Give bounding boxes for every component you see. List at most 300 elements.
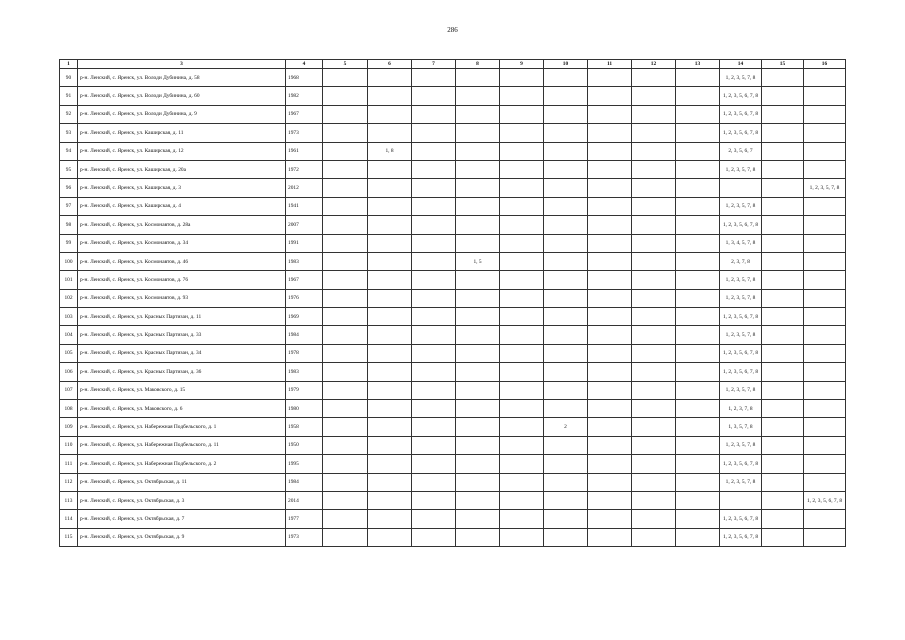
cell-col7 <box>412 252 456 270</box>
year-cell: 1978 <box>286 344 323 362</box>
cell-col9 <box>500 69 544 87</box>
cell-col16 <box>804 216 846 234</box>
table-row <box>60 473 846 491</box>
cell-col12 <box>632 289 676 307</box>
cell-col10 <box>544 197 588 215</box>
cell-col12 <box>632 105 676 123</box>
cell-col8 <box>456 308 500 326</box>
cell-col6 <box>368 400 412 418</box>
cell-col15 <box>762 87 804 105</box>
table-row <box>60 455 846 473</box>
column-header: 3 <box>78 60 286 69</box>
address-cell: р-н. Ленский, с. Яренск, ул. Маковского, д. 6 <box>78 400 286 418</box>
cell-col5 <box>323 344 368 362</box>
cell-col12 <box>632 510 676 528</box>
cell-col14: 1, 2, 3, 5, 6, 7, 8 <box>720 308 762 326</box>
year-cell: 1995 <box>286 455 323 473</box>
cell-col9 <box>500 216 544 234</box>
table-row <box>60 216 846 234</box>
cell-col13 <box>676 87 720 105</box>
cell-col10 <box>544 528 588 546</box>
address-cell: р-н. Ленский, с. Яренск, ул. Космонавтов, д. 93 <box>78 289 286 307</box>
cell-col7 <box>412 234 456 252</box>
cell-col6 <box>368 69 412 87</box>
cell-col6 <box>368 528 412 546</box>
address-cell: р-н. Ленский, с. Яренск, ул. Красных Партизан, д. 34 <box>78 344 286 362</box>
cell-col7 <box>412 400 456 418</box>
address-cell: р-н. Ленский, с. Яренск, ул. Космонавтов, д. 76 <box>78 271 286 289</box>
year-cell: 1950 <box>286 436 323 454</box>
cell-col16 <box>804 308 846 326</box>
cell-col11 <box>588 160 632 178</box>
row-number: 111 <box>60 455 78 473</box>
cell-col7 <box>412 160 456 178</box>
year-cell: 1976 <box>286 289 323 307</box>
cell-col9 <box>500 528 544 546</box>
cell-col15 <box>762 124 804 142</box>
cell-col14: 1, 2, 3, 5, 6, 7, 8 <box>720 216 762 234</box>
cell-col10 <box>544 142 588 160</box>
cell-col5 <box>323 124 368 142</box>
cell-col9 <box>500 160 544 178</box>
cell-col5 <box>323 160 368 178</box>
cell-col13 <box>676 400 720 418</box>
cell-col11 <box>588 510 632 528</box>
cell-col11 <box>588 289 632 307</box>
housing-registry-table <box>59 59 846 547</box>
cell-col11 <box>588 216 632 234</box>
row-number: 104 <box>60 326 78 344</box>
cell-col14: 1, 2, 3, 5, 6, 7, 8 <box>720 510 762 528</box>
cell-col6 <box>368 363 412 381</box>
cell-col13 <box>676 69 720 87</box>
cell-col8 <box>456 418 500 436</box>
cell-col7 <box>412 491 456 509</box>
cell-col7 <box>412 289 456 307</box>
cell-col15 <box>762 363 804 381</box>
cell-col12 <box>632 363 676 381</box>
cell-col6 <box>368 252 412 270</box>
cell-col8 <box>456 381 500 399</box>
cell-col10 <box>544 381 588 399</box>
cell-col9 <box>500 234 544 252</box>
cell-col12 <box>632 473 676 491</box>
cell-col10: 2 <box>544 418 588 436</box>
cell-col14: 1, 2, 3, 5, 7, 8 <box>720 271 762 289</box>
cell-col5 <box>323 87 368 105</box>
cell-col5 <box>323 289 368 307</box>
year-cell: 2007 <box>286 216 323 234</box>
cell-col15 <box>762 160 804 178</box>
cell-col7 <box>412 308 456 326</box>
cell-col14: 1, 2, 3, 5, 7, 8 <box>720 289 762 307</box>
cell-col10 <box>544 105 588 123</box>
cell-col12 <box>632 326 676 344</box>
row-number: 98 <box>60 216 78 234</box>
cell-col13 <box>676 160 720 178</box>
cell-col10 <box>544 87 588 105</box>
cell-col8 <box>456 455 500 473</box>
address-cell: р-н. Ленский, с. Яренск, ул. Космонавтов, д. 28а <box>78 216 286 234</box>
cell-col10 <box>544 289 588 307</box>
cell-col9 <box>500 87 544 105</box>
cell-col8 <box>456 528 500 546</box>
cell-col13 <box>676 105 720 123</box>
cell-col12 <box>632 234 676 252</box>
cell-col6 <box>368 344 412 362</box>
cell-col6 <box>368 234 412 252</box>
cell-col10 <box>544 400 588 418</box>
cell-col8 <box>456 197 500 215</box>
cell-col14: 1, 2, 3, 5, 6, 7, 8 <box>720 455 762 473</box>
cell-col16 <box>804 197 846 215</box>
table-row <box>60 124 846 142</box>
cell-col10 <box>544 252 588 270</box>
address-cell: р-н. Ленский, с. Яренск, ул. Володи Дубинина, д. 60 <box>78 87 286 105</box>
column-header: 15 <box>762 60 804 69</box>
cell-col10 <box>544 326 588 344</box>
row-number: 114 <box>60 510 78 528</box>
table-row <box>60 105 846 123</box>
table-row <box>60 142 846 160</box>
cell-col15 <box>762 436 804 454</box>
table-row <box>60 308 846 326</box>
cell-col9 <box>500 124 544 142</box>
row-number: 107 <box>60 381 78 399</box>
cell-col11 <box>588 455 632 473</box>
cell-col12 <box>632 179 676 197</box>
cell-col13 <box>676 344 720 362</box>
cell-col16 <box>804 160 846 178</box>
cell-col16: 1, 2, 3, 5, 7, 8 <box>804 179 846 197</box>
cell-col15 <box>762 308 804 326</box>
cell-col8 <box>456 289 500 307</box>
cell-col10 <box>544 473 588 491</box>
cell-col5 <box>323 381 368 399</box>
cell-col7 <box>412 473 456 491</box>
cell-col9 <box>500 455 544 473</box>
cell-col13 <box>676 308 720 326</box>
cell-col7 <box>412 69 456 87</box>
cell-col6 <box>368 308 412 326</box>
table-row <box>60 197 846 215</box>
cell-col10 <box>544 491 588 509</box>
cell-col6: 1, 8 <box>368 142 412 160</box>
cell-col12 <box>632 69 676 87</box>
cell-col9 <box>500 491 544 509</box>
year-cell: 1961 <box>286 142 323 160</box>
year-cell: 1991 <box>286 234 323 252</box>
cell-col16 <box>804 455 846 473</box>
cell-col14: 1, 2, 3, 5, 6, 7, 8 <box>720 105 762 123</box>
table-row <box>60 179 846 197</box>
header-row <box>60 60 846 69</box>
cell-col14 <box>720 491 762 509</box>
address-cell: р-н. Ленский, с. Яренск, ул. Октябрьская, д. 11 <box>78 473 286 491</box>
address-cell: р-н. Ленский, с. Яренск, ул. Володи Дубинина, д. 9 <box>78 105 286 123</box>
cell-col8 <box>456 216 500 234</box>
cell-col9 <box>500 510 544 528</box>
cell-col15 <box>762 289 804 307</box>
column-header: 6 <box>368 60 412 69</box>
table-row <box>60 418 846 436</box>
cell-col16 <box>804 473 846 491</box>
cell-col5 <box>323 455 368 473</box>
year-cell: 1983 <box>286 252 323 270</box>
cell-col14: 1, 3, 5, 7, 8 <box>720 418 762 436</box>
cell-col10 <box>544 160 588 178</box>
cell-col9 <box>500 271 544 289</box>
cell-col14: 2, 3, 7, 8 <box>720 252 762 270</box>
cell-col15 <box>762 252 804 270</box>
cell-col15 <box>762 216 804 234</box>
cell-col8 <box>456 510 500 528</box>
cell-col13 <box>676 124 720 142</box>
page-number: 286 <box>447 26 458 34</box>
cell-col6 <box>368 87 412 105</box>
cell-col9 <box>500 142 544 160</box>
year-cell: 1969 <box>286 308 323 326</box>
column-header: 1 <box>60 60 78 69</box>
year-cell: 1968 <box>286 69 323 87</box>
cell-col10 <box>544 69 588 87</box>
row-number: 105 <box>60 344 78 362</box>
cell-col13 <box>676 142 720 160</box>
cell-col6 <box>368 124 412 142</box>
cell-col11 <box>588 308 632 326</box>
year-cell: 1984 <box>286 326 323 344</box>
cell-col8 <box>456 105 500 123</box>
address-cell: р-н. Ленский, с. Яренск, ул. Каширская, д. 20а <box>78 160 286 178</box>
cell-col16 <box>804 528 846 546</box>
cell-col8 <box>456 271 500 289</box>
cell-col7 <box>412 271 456 289</box>
cell-col6 <box>368 418 412 436</box>
year-cell: 1982 <box>286 87 323 105</box>
year-cell: 1980 <box>286 400 323 418</box>
address-cell: р-н. Ленский, с. Яренск, ул. Набережная Подбельского, д. 1 <box>78 418 286 436</box>
cell-col14: 1, 3, 4, 5, 7, 8 <box>720 234 762 252</box>
cell-col15 <box>762 326 804 344</box>
cell-col8 <box>456 473 500 491</box>
cell-col13 <box>676 455 720 473</box>
cell-col6 <box>368 326 412 344</box>
cell-col12 <box>632 87 676 105</box>
column-header: 11 <box>588 60 632 69</box>
row-number: 99 <box>60 234 78 252</box>
cell-col7 <box>412 142 456 160</box>
cell-col14 <box>720 179 762 197</box>
year-cell: 1973 <box>286 528 323 546</box>
cell-col9 <box>500 473 544 491</box>
row-number: 108 <box>60 400 78 418</box>
cell-col6 <box>368 271 412 289</box>
cell-col14: 1, 2, 3, 5, 7, 8 <box>720 69 762 87</box>
cell-col16 <box>804 105 846 123</box>
cell-col15 <box>762 510 804 528</box>
cell-col5 <box>323 69 368 87</box>
column-header: 7 <box>412 60 456 69</box>
cell-col16 <box>804 234 846 252</box>
cell-col14: 1, 2, 3, 5, 6, 7, 8 <box>720 344 762 362</box>
column-header: 13 <box>676 60 720 69</box>
cell-col9 <box>500 363 544 381</box>
year-cell: 1941 <box>286 197 323 215</box>
cell-col9 <box>500 344 544 362</box>
cell-col7 <box>412 326 456 344</box>
year-cell: 1967 <box>286 271 323 289</box>
cell-col6 <box>368 491 412 509</box>
cell-col12 <box>632 252 676 270</box>
cell-col13 <box>676 197 720 215</box>
address-cell: р-н. Ленский, с. Яренск, ул. Набережная Подбельского, д. 11 <box>78 436 286 454</box>
column-header: 4 <box>286 60 323 69</box>
year-cell: 1983 <box>286 363 323 381</box>
table-row <box>60 436 846 454</box>
cell-col9 <box>500 418 544 436</box>
cell-col6 <box>368 105 412 123</box>
row-number: 95 <box>60 160 78 178</box>
row-number: 109 <box>60 418 78 436</box>
cell-col11 <box>588 271 632 289</box>
cell-col16 <box>804 252 846 270</box>
cell-col13 <box>676 491 720 509</box>
address-cell: р-н. Ленский, с. Яренск, ул. Каширская, д. 3 <box>78 179 286 197</box>
cell-col16 <box>804 436 846 454</box>
cell-col13 <box>676 179 720 197</box>
cell-col6 <box>368 381 412 399</box>
table-row <box>60 252 846 270</box>
cell-col15 <box>762 344 804 362</box>
table-row <box>60 344 846 362</box>
row-number: 91 <box>60 87 78 105</box>
cell-col15 <box>762 179 804 197</box>
cell-col5 <box>323 326 368 344</box>
cell-col13 <box>676 216 720 234</box>
table-row <box>60 160 846 178</box>
address-cell: р-н. Ленский, с. Яренск, ул. Космонавтов, д. 46 <box>78 252 286 270</box>
cell-col12 <box>632 381 676 399</box>
cell-col9 <box>500 308 544 326</box>
table-row <box>60 87 846 105</box>
address-cell: р-н. Ленский, с. Яренск, ул. Володи Дубинина, д. 58 <box>78 69 286 87</box>
cell-col7 <box>412 528 456 546</box>
year-cell: 1984 <box>286 473 323 491</box>
cell-col11 <box>588 179 632 197</box>
address-cell: р-н. Ленский, с. Яренск, ул. Маковского, д. 15 <box>78 381 286 399</box>
table-row <box>60 381 846 399</box>
address-cell: р-н. Ленский, с. Яренск, ул. Октябрьская, д. 7 <box>78 510 286 528</box>
cell-col5 <box>323 234 368 252</box>
cell-col14: 1, 2, 3, 5, 7, 8 <box>720 473 762 491</box>
row-number: 113 <box>60 491 78 509</box>
cell-col5 <box>323 271 368 289</box>
cell-col14: 1, 2, 3, 5, 7, 8 <box>720 197 762 215</box>
cell-col8 <box>456 124 500 142</box>
cell-col12 <box>632 436 676 454</box>
column-header: 5 <box>323 60 368 69</box>
table-row <box>60 69 846 87</box>
cell-col7 <box>412 510 456 528</box>
cell-col7 <box>412 344 456 362</box>
cell-col6 <box>368 197 412 215</box>
table-row <box>60 289 846 307</box>
cell-col7 <box>412 87 456 105</box>
cell-col5 <box>323 197 368 215</box>
table-row <box>60 271 846 289</box>
cell-col16 <box>804 418 846 436</box>
cell-col15 <box>762 400 804 418</box>
cell-col15 <box>762 473 804 491</box>
cell-col5 <box>323 308 368 326</box>
cell-col13 <box>676 271 720 289</box>
row-number: 103 <box>60 308 78 326</box>
cell-col11 <box>588 418 632 436</box>
address-cell: р-н. Ленский, с. Яренск, ул. Каширская, д. 11 <box>78 124 286 142</box>
cell-col5 <box>323 179 368 197</box>
cell-col7 <box>412 436 456 454</box>
cell-col16 <box>804 69 846 87</box>
cell-col9 <box>500 436 544 454</box>
year-cell: 2014 <box>286 491 323 509</box>
cell-col9 <box>500 326 544 344</box>
cell-col13 <box>676 381 720 399</box>
cell-col13 <box>676 418 720 436</box>
cell-col15 <box>762 105 804 123</box>
cell-col5 <box>323 473 368 491</box>
cell-col7 <box>412 455 456 473</box>
cell-col11 <box>588 234 632 252</box>
cell-col9 <box>500 289 544 307</box>
cell-col14: 1, 2, 3, 7, 8 <box>720 400 762 418</box>
cell-col5 <box>323 216 368 234</box>
cell-col9 <box>500 105 544 123</box>
cell-col8 <box>456 160 500 178</box>
cell-col12 <box>632 528 676 546</box>
year-cell: 1967 <box>286 105 323 123</box>
address-cell: р-н. Ленский, с. Яренск, ул. Каширская, д. 4 <box>78 197 286 215</box>
cell-col10 <box>544 216 588 234</box>
cell-col14: 1, 2, 3, 5, 6, 7, 8 <box>720 87 762 105</box>
cell-col12 <box>632 455 676 473</box>
address-cell: р-н. Ленский, с. Яренск, ул. Каширская, д. 12 <box>78 142 286 160</box>
cell-col14: 1, 2, 3, 5, 7, 8 <box>720 326 762 344</box>
cell-col11 <box>588 142 632 160</box>
cell-col12 <box>632 418 676 436</box>
cell-col12 <box>632 124 676 142</box>
cell-col11 <box>588 197 632 215</box>
cell-col13 <box>676 289 720 307</box>
cell-col9 <box>500 400 544 418</box>
cell-col15 <box>762 234 804 252</box>
cell-col6 <box>368 473 412 491</box>
cell-col13 <box>676 528 720 546</box>
cell-col11 <box>588 344 632 362</box>
year-cell: 2012 <box>286 179 323 197</box>
table-row <box>60 491 846 509</box>
cell-col12 <box>632 400 676 418</box>
row-number: 96 <box>60 179 78 197</box>
cell-col5 <box>323 436 368 454</box>
row-number: 115 <box>60 528 78 546</box>
cell-col5 <box>323 142 368 160</box>
cell-col16 <box>804 363 846 381</box>
address-cell: р-н. Ленский, с. Яренск, ул. Красных Партизан, д. 33 <box>78 326 286 344</box>
cell-col6 <box>368 179 412 197</box>
year-cell: 1972 <box>286 160 323 178</box>
cell-col5 <box>323 252 368 270</box>
cell-col8 <box>456 234 500 252</box>
